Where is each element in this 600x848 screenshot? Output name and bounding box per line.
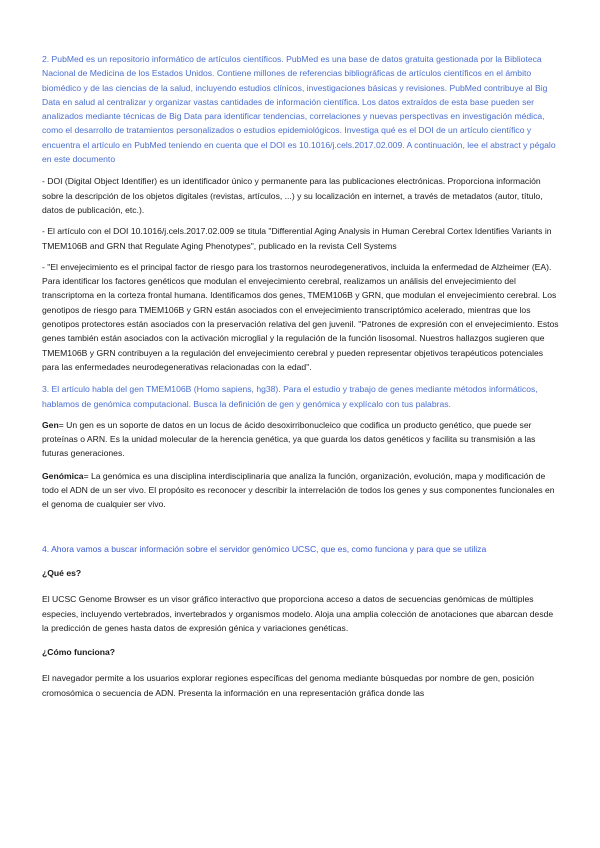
genomica-definition [42,469,562,512]
bullet-abstract: - "El envejecimiento es el principal factor de riesgo para los trastornos neurodegenerativos, incluida la enfermedad de Alzheimer (EA). Para identificar los factores genéticos que modulan el envejecimiento cerebral, realizamos un análisis del envejecimiento del transcriptoma en la corteza frontal humana. Identificamos dos genes, TMEM106B y GRN, que modulan el envejecimiento cerebral. Los genotipos de riesgo para TMEM106B y GRN están asociados con el envejecimiento transcriptómico acelerado, mientras que los genotipos protectores están asociados con la preservación relativa del gen juvenil. "Patrones de expresión con el envejecimiento. Estos genes también están asociados con la activación microglial y la regulación de la función lisosomal. Nuestros hallazgos sugieren que TMEM106B y GRN contribuyen a la regulación del envejecimiento cerebral y pueden representar objetivos terapéuticos potenciales para las enfermedades neurodegenerativas relacionadas con la edad". [42,261,559,372]
question-3: 3. El artículo habla del gen TMEM106B (Homo sapiens, hg38). Para el estudio y trabajo de genes mediante métodos informáticos, hablamos de genómica computacional. Busca la definición de gen y genómica y explícalo con tus palabras. [42,384,538,409]
heading-como-funciona: ¿Cómo funciona? [42,647,116,658]
genomica-definition-text: = La genómica es una disciplina interdisciplinaria que analiza la función, organización, evolución, mapa y modificación de todo el ADN de un ser vivo. El propósito es reconocer y describir la interrelación de todos los genes y sus componentes funcionales en el genoma de cualquier ser vivo. [42,470,555,510]
question-2: 2. PubMed es un repositorio informático de artículos científicos. PubMed es una base de datos gratuita gestionada por la Biblioteca Nacional de Medicina de los Estados Unidos. Contiene millones de referencias bibliográficas de artículos científicos en el ámbito biomédico y de las ciencias de la salud, incluyendo estudios clínicos, investigaciones básicas y revisiones. PubMed contribuye al Big Data en salud al centralizar y organizar vastas cantidades de información científica. Los datos extraídos de esta base pueden ser analizados mediante técnicas de Big Data para identificar tendencias, correlaciones y nuevas perspectivas en investigación médica, como el desarrollo de tratamientos personalizados o estudios epidemiológicos. Investiga qué es el DOI de un artículo científico y encuentra el artículo en PubMed teniendo en cuenta que el DOI es 10.1016/j.cels.2017.02.009. A continuación, lee el abstract y pégalo en este documento [42,54,556,165]
gen-term: Gen [42,419,59,430]
gen-definition [42,418,562,461]
gen-definition-text: = Un gen es un soporte de datos en un locus de ácido desoxirribonucleico que codifica un producto genético, que puede ser proteínas o ARN. Es la unidad molecular de la herencia genética, ya que guarda los datos genéticos y facilita su transmisión a las futuras generaciones. [42,419,536,459]
paragraph-que-es: El UCSC Genome Browser es un visor gráfico interactivo que proporciona acceso a datos de secuencias genómicas de múltiples especies, incluyendo vertebrados, invertebrados y organismos modelo. Aloja una amplia colección de anotaciones que abarcan desde la predicción de genes hasta datos de expresión génica y variaciones genéticas. [42,594,554,633]
bullet-doi-definition: - DOI (Digital Object Identifier) es un identificador único y permanente para las publicaciones electrónicas. Proporciona información sobre la descripción de los objetos digitales (revistas, artículos, ...) y su localización en internet, a través de metadatos (autor, título, datos de publicación, etc.). [42,176,543,215]
genomica-term: Genómica [42,470,84,481]
document-page [42,52,562,700]
heading-que-es: ¿Qué es? [42,567,82,578]
paragraph-como-funciona: El navegador permite a los usuarios explorar regiones específicas del genoma mediante búsquedas por nombre de gen, posición cromosómica o secuencia de ADN. Presenta la información en una representación gráfica donde las [42,673,535,698]
question-4: 4. Ahora vamos a buscar información sobre el servidor genómico UCSC, que es, como funciona y para que se utiliza [42,543,487,554]
bullet-article-title: - El artículo con el DOI 10.1016/j.cels.2017.02.009 se titula "Differential Aging Analysis in Human Cerebral Cortex Identifies Variants in TMEM106B and GRN that Regulate Aging Phenotypes", publicado en la revista Cell Systems [42,226,552,251]
